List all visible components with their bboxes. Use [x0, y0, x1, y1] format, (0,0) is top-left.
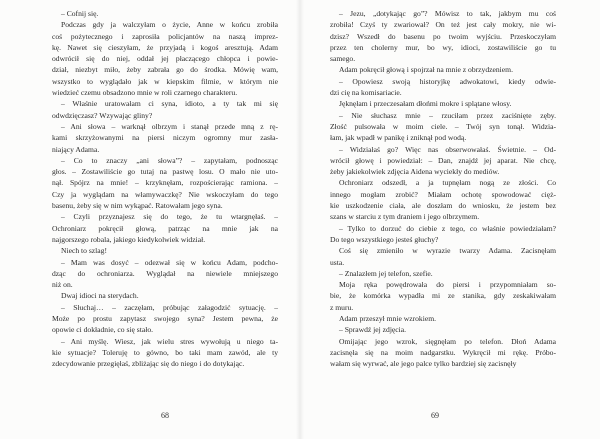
- left-page-text: [52, 8, 278, 370]
- text-line: Podczas gdy ja walczyłam o życie, Anne w końcu zrobiła: [61, 20, 278, 30]
- text-line: basenu, żeby się w nim wykąpać. Ratowałam jego syna.: [52, 201, 223, 211]
- text-line: – Widziałaś go? Więc nas obserwowałaś. Świetnie. – Od-: [339, 144, 556, 154]
- text-line: zrobiła! Czyś ty zwariował? On też jest cały mokry, nie wi-: [330, 20, 556, 30]
- text-line: szans w starciu z tym draniem i jego olbrzymem.: [330, 212, 480, 222]
- text-line: Ochroniarz odszedł, a ja tupnęłam nogą ze złości. Co: [339, 178, 556, 188]
- text-line: Może po prostu zapytasz swojego syna? Jestem pewna, że: [52, 314, 278, 324]
- text-line: nął. Spójrz na mnie! – krzyknęłam, rozpościerając ramiona. –: [52, 178, 278, 188]
- text-line: innego mogłam zrobić? Miałam ochotę spowodować cięż-: [330, 189, 556, 199]
- text-line: dząc do ochroniarza. Wyglądał na niewiele mniejszego: [52, 268, 278, 278]
- book-gutter: [296, 0, 304, 439]
- text-line: Adam przeszył mnie wzrokiem.: [339, 314, 436, 324]
- text-line: niż on.: [52, 280, 73, 290]
- text-line: przez ten cholerny mur, bo wy, idioci, zostawiliście go tu: [330, 42, 556, 52]
- text-line: – Znalazłem jej telefon, szefie.: [339, 268, 433, 278]
- text-line: z muru.: [330, 302, 354, 312]
- text-line: – Słuchaj… – zaczęłam, próbując załagodzić sytuację. –: [61, 302, 278, 312]
- text-line: – Cofnij się.: [61, 9, 99, 18]
- text-line: kie sytuacje? Toleruję to gówno, bo taki mam zawód, ale ty: [52, 347, 278, 357]
- right-page-number: 69: [431, 411, 439, 420]
- text-line: odwdzięczasz? Wzywając gliny?: [52, 110, 153, 120]
- text-line: wrócił głowę i powiedział: – Dan, znajdź jej aparat. Nie chcę,: [330, 155, 556, 165]
- text-line: głos. – Zostawiliście go tutaj na pastwę losu. O mało nie uto-: [52, 167, 278, 177]
- text-line: dział, niezbyt miło, żeby zabrała go do środka. Mówię wam,: [52, 65, 278, 75]
- text-line: najgorszego robala, jakiego kiedykolwiek widział.: [52, 234, 206, 244]
- text-line: kie uszkodzenie ciała, ale doszłam do wniosku, że jestem bez: [330, 201, 556, 211]
- text-line: kę. Nawet się cieszyłam, że przyjadą i kogoś aresztują. Adam: [52, 42, 278, 52]
- text-line: Jęknęłam i przeczesałam dłońmi mokre i splątane włosy.: [339, 99, 512, 109]
- text-line: – Tylko to dorzuć do ciebie z tego, co właśnie powiedziałam?: [339, 223, 556, 233]
- text-line: wszystko to wyglądało jak w kiepskim filmie, w którym nie: [52, 76, 278, 86]
- text-line: łam, jak wpadł w panikę i zniknął pod wodą.: [330, 133, 467, 143]
- text-line: Adam pokręcił głową i spojrzał na mnie z obrzydzeniem.: [339, 65, 513, 75]
- text-line: samego.: [330, 54, 356, 64]
- text-line: bie, że komórka wypadła mi ze stanika, gdy zeskakiwałam: [330, 291, 556, 301]
- text-line: Czy ja wyglądam na włamywaczkę? Nie wskoczyłam do tego: [52, 189, 278, 199]
- text-line: – Czyli przyznajesz się do tego, że tu wtargnęłaś. –: [61, 212, 278, 222]
- text-line: Niech to szlag!: [61, 246, 107, 256]
- text-line: opowie ci dokładnie, co się stało.: [52, 325, 154, 335]
- text-line: Do tego wszystkiego jesteś głuchy?: [330, 234, 439, 244]
- text-line: dzisz? Wszedł do basenu po twoim wyjściu. Przeskoczyłam: [330, 31, 556, 41]
- text-line: – Opowiesz swoją historyjkę adwokatowi, kiedy odwie-: [339, 76, 556, 86]
- text-line: – Sprawdź jej zdjęcia.: [339, 325, 407, 335]
- text-line: – Mam was dosyć – odezwał się w końcu Adam, podcho-: [61, 257, 278, 267]
- text-line: niający Adama.: [52, 144, 100, 154]
- text-line: zacisnęła się na moim nadgarstku. Wykręcił mi rękę. Próbo-: [330, 347, 556, 357]
- text-line: odwrócił się do niej, oddał jej płaczącego chłopca i powie-: [52, 54, 278, 64]
- text-line: Ochroniarz pokręcił głową, patrząc na mnie jak na: [52, 223, 278, 233]
- text-line: Dwaj idioci na sterydach.: [61, 291, 139, 301]
- text-line: – Co to znaczy „ani słowa”? – zapytałam, podnosząc: [61, 155, 278, 165]
- text-line: – Ani słowa – warknął olbrzym i stanął przede mną z rę-: [61, 121, 278, 131]
- text-line: – Właśnie uratowałam ci syna, idioto, a ty tak mi się: [61, 99, 278, 109]
- text-line: usta.: [330, 257, 345, 267]
- text-line: Złość pulsowała w moim ciele. – Twój syn tonął. Widzia-: [330, 121, 556, 131]
- text-line: Coś się zmieniło w wyrazie twarzy Adama. Zacisnęłam: [339, 246, 556, 256]
- text-line: wałam się wyrwać, ale jego palce tylko bardziej się zacisnęły: [330, 359, 517, 369]
- text-line: Moja ręka powędrowała do piersi i przypomniałam so-: [339, 280, 556, 290]
- text-line: zdecydowanie przegięłaś, zbliżając się do niego i do dotykając.: [52, 359, 245, 369]
- text-line: – Ani myślę. Wiesz, jak wielu stres wywołują u niego ta-: [61, 336, 278, 346]
- text-line: wiedzieć czemu obsadzono mnie w roli czarnego charakteru.: [52, 88, 238, 98]
- text-line: coś pożytecznego i zaprosiła policjantów na naszą imprez-: [52, 31, 278, 41]
- text-line: żeby jakiekolwiek zdjęcia Aidena wyciekły do mediów.: [330, 167, 500, 177]
- left-page-number: 68: [161, 411, 169, 420]
- text-line: – Jezu, „dotykając go”? Mówisz to tak, jakbym mu coś: [339, 9, 556, 18]
- text-line: kami skrzyżowanymi na piersi niczym ogromny mur zasła-: [52, 133, 278, 143]
- right-page-text: [330, 8, 556, 370]
- text-line: – Nie słuchasz mnie – rzuciłam przez zaciśnięte zęby.: [339, 110, 556, 120]
- text-line: Omijając jego wzrok, sięgnęłam po telefon. Dłoń Adama: [339, 336, 556, 346]
- text-line: dzi cię na komisariacie.: [330, 88, 402, 98]
